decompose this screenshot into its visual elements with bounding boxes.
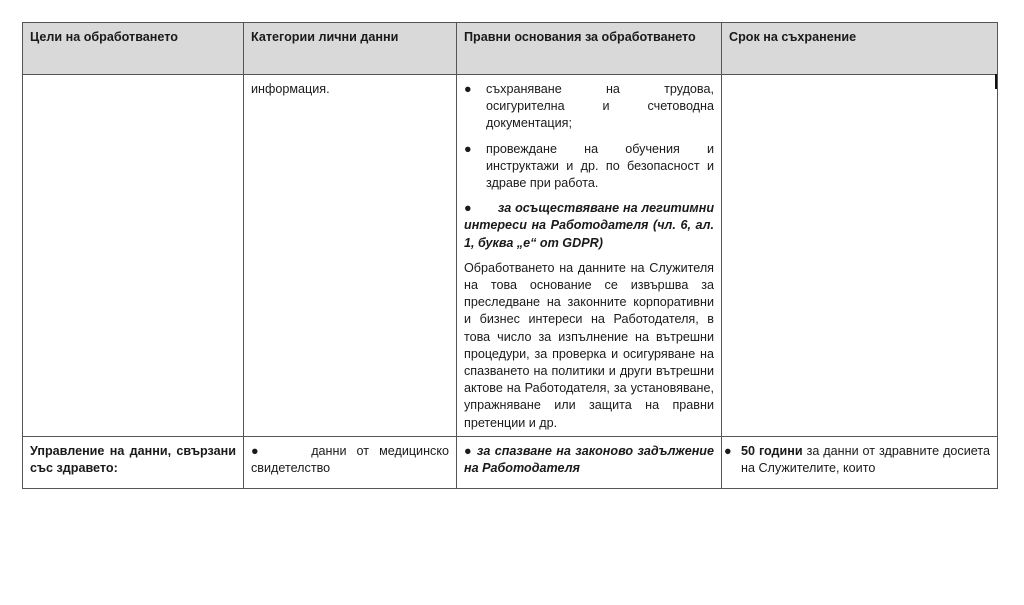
bullet-icon: ● (464, 201, 472, 216)
bullet-icon: ● (464, 141, 472, 156)
header-purposes: Цели на обработването (23, 23, 244, 75)
cell-categories: ● данни от медицинско свидетелство (244, 436, 457, 488)
legal-basis-paragraph: Обработването на данните на Служителя на това основание се извършва за преследване на законните корпоративни и бизнес интереси на Работодателя, в това число за изпълнение на вътрешни процедури, за проверка и осигуряване на спазването на политики и други вътрешни актове на Работодателя, за установяване, упражняване или защита на правни претенции и др. (464, 260, 714, 430)
table-header-row (23, 23, 998, 75)
bullet-icon: ● (464, 443, 473, 458)
cell-legal-grounds: ● за спазване на законово задължение на Работодателя (457, 436, 722, 488)
cell-legal-grounds (457, 75, 722, 437)
legal-basis-heading: ● за осъществяване на легитимни интереси на Работодателя (чл. 6, ал. 1, буква „е“ от GDPR) (464, 201, 715, 250)
cell-retention (722, 75, 998, 437)
data-processing-table (22, 22, 998, 489)
cell-categories: информация. (244, 75, 457, 437)
table-row (23, 436, 998, 488)
header-categories: Категории лични данни (244, 23, 457, 75)
bullet-icon: ● (464, 82, 472, 96)
bullet-icon: ● (251, 443, 266, 458)
list-item: ● съхраняване на трудова, осигурителна и счетоводна документация; (464, 81, 714, 133)
list-item: ● провеждане на обучения и инструктажи и др. по безопасност и здраве при работа. (464, 141, 714, 193)
text-cursor-marker (995, 74, 997, 89)
cell-purpose: Управление на данни, свързани със здравето: (23, 436, 244, 488)
cell-purpose (23, 75, 244, 437)
bullet-icon: ● (724, 443, 732, 458)
table-row (23, 75, 998, 437)
list-item: ● 50 години за данни от здравните досиета на Служителите, които (724, 443, 990, 477)
header-legal-grounds: Правни основания за обработването (457, 23, 722, 75)
header-retention: Срок на съхранение (722, 23, 998, 75)
cell-retention (722, 436, 998, 488)
